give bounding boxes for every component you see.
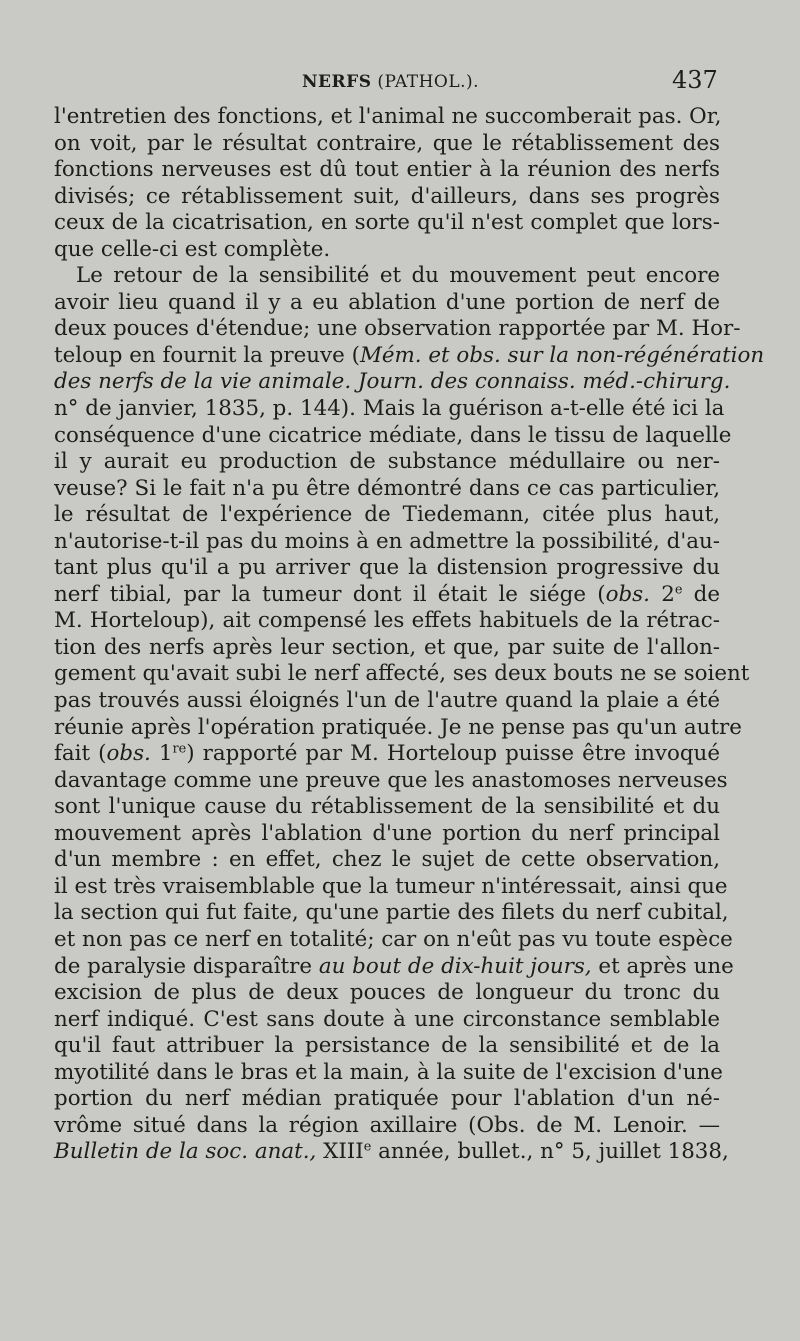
- running-head: [302, 72, 479, 92]
- text-line: le résultat de l'expérience de Tiedemann, citée plus haut,: [54, 502, 720, 528]
- text-line: que celle-ci est complète.: [54, 236, 331, 262]
- text-line: veuse? Si le fait n'a pu être démontré dans ce cas particulier,: [54, 475, 720, 501]
- italic-phrase: au bout de dix-huit jours,: [318, 953, 592, 979]
- text-run: de: [682, 581, 720, 607]
- text-line: conséquence d'une cicatrice médiate, dans le tissu de laquelle: [54, 422, 732, 448]
- text-line: excision de plus de deux pouces de longueur du tronc du: [54, 980, 720, 1006]
- superscript: re: [172, 741, 187, 757]
- text-line: des nerfs de la vie animale. Journ. des connaiss. méd.-chirurg.: [54, 369, 731, 395]
- text-line: [54, 342, 765, 370]
- text-line: davantage comme une preuve que les anastomoses nerveuses: [54, 767, 728, 793]
- page-number: 437: [672, 66, 718, 94]
- text-line: [54, 953, 734, 981]
- text-line: d'un membre : en effet, chez le sujet de cette observation,: [54, 847, 720, 873]
- text-line: il est très vraisemblable que la tumeur n'intéressait, ainsi que: [54, 873, 728, 899]
- text-line: Le retour de la sensibilité et du mouvement peut encore: [76, 263, 720, 289]
- text-line: myotilité dans le bras et la main, à la suite de l'excision d'une: [54, 1059, 723, 1085]
- text-line: [54, 1139, 729, 1166]
- text-line: n'autorise-t-il pas du moins à en admettre la possibilité, d'au-: [54, 528, 720, 554]
- text-run: XIII: [316, 1139, 364, 1165]
- text-run: et après une: [591, 953, 734, 979]
- running-head-title: NERFS: [302, 72, 372, 92]
- text-line: qu'il faut attribuer la persistance de la sensibilité et de la: [54, 1033, 720, 1059]
- superscript: e: [674, 582, 683, 598]
- text-line: ceux de la cicatrisation, en sorte qu'il n'est complet que lors-: [54, 210, 720, 236]
- text-line: fonctions nerveuses est dû tout entier à la réunion des nerfs: [54, 157, 720, 183]
- italic-abbrev: obs.: [605, 581, 650, 607]
- text-line: divisés; ce rétablissement suit, d'ailleurs, dans ses progrès: [54, 183, 720, 209]
- italic-citation: Mém. et obs. sur la non-régénération: [359, 342, 765, 368]
- text-line: la section qui fut faite, qu'une partie des filets du nerf cubital,: [54, 900, 729, 926]
- text-line: deux pouces d'étendue; une observation rapportée par M. Hor-: [54, 316, 741, 342]
- text-line: [54, 741, 720, 768]
- text-run: ) rapporté par M. Horteloup puisse être invoqué: [186, 741, 720, 767]
- text-line: n° de janvier, 1835, p. 144). Mais la guérison a-t-elle été ici la: [54, 396, 725, 422]
- text-line: gement qu'avait subi le nerf affecté, ses deux bouts ne se soient: [54, 661, 750, 687]
- text-line: portion du nerf médian pratiquée pour l'ablation d'un né-: [54, 1086, 720, 1112]
- text-line: sont l'unique cause du rétablissement de la sensibilité et du: [54, 794, 720, 820]
- text-line: mouvement après l'ablation d'une portion du nerf principal: [54, 820, 720, 846]
- superscript: e: [363, 1139, 372, 1155]
- text-line: vrôme situé dans la région axillaire (Obs. de M. Lenoir. —: [54, 1112, 720, 1138]
- text-run: 2: [649, 581, 675, 607]
- text-line: et non pas ce nerf en totalité; car on n'eût pas vu toute espèce: [54, 926, 733, 952]
- text-line: l'entretien des fonctions, et l'animal ne succomberait pas. Or,: [54, 104, 722, 129]
- text-line: tant plus qu'il a pu arriver que la distension progressive du: [54, 555, 720, 581]
- text-line: avoir lieu quand il y a eu ablation d'une portion de nerf de: [54, 289, 720, 315]
- text-run: 1: [150, 741, 173, 767]
- text-line: réunie après l'opération pratiquée. Je ne pense pas qu'un autre: [54, 714, 742, 740]
- text-line: on voit, par le résultat contraire, que le rétablissement des: [54, 130, 720, 156]
- text-line: tion des nerfs après leur section, et que, par suite de l'allon-: [54, 634, 720, 660]
- italic-citation: Bulletin de la soc. anat.,: [54, 1139, 317, 1165]
- text-run: de paralysie disparaître: [54, 953, 319, 979]
- text-line: nerf indiqué. C'est sans doute à une circonstance semblable: [54, 1006, 720, 1032]
- text-line: M. Horteloup), ait compensé les effets habituels de la rétrac-: [54, 608, 720, 634]
- text-run: fait (: [54, 741, 107, 767]
- text-run: nerf tibial, par la tumeur dont il était le siége (: [54, 581, 606, 607]
- body-text: [54, 104, 765, 1166]
- running-head-subtitle: (PATHOL.).: [371, 72, 480, 92]
- page-header: [0, 66, 800, 96]
- italic-abbrev: obs.: [106, 741, 151, 767]
- text-run: année, bullet., n° 5, juillet 1838,: [371, 1139, 729, 1165]
- text-line: [54, 582, 720, 609]
- text-line: pas trouvés aussi éloignés l'un de l'autre quand la plaie a été: [54, 688, 720, 714]
- text-run: teloup en fournit la preuve (: [54, 342, 360, 368]
- text-line: il y aurait eu production de substance médullaire ou ner-: [54, 449, 720, 475]
